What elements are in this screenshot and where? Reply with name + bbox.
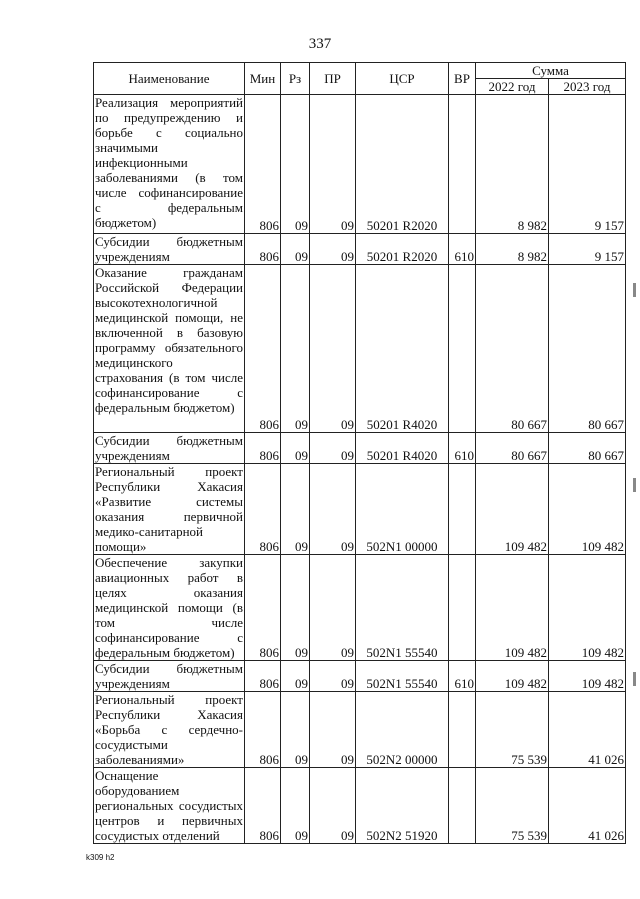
header-name: Наименование [94, 63, 245, 95]
row-name: Региональный проект Республики Хакасия «Борьба с сердечно-сосудистыми заболеваниями» [95, 692, 243, 767]
row-min: 806 [245, 265, 281, 433]
row-csr: 502N2 51920 [356, 768, 449, 844]
row-min: 806 [245, 692, 281, 768]
row-name: Обеспечение закупки авиационных работ в целях оказания медицинской помощи (в том числе софинансирование с федеральным бюджетом) [95, 555, 243, 660]
row-rz: 09 [281, 95, 310, 234]
row-min: 806 [245, 768, 281, 844]
row-sum-2022: 80 667 [476, 265, 549, 433]
row-sum-2023: 41 026 [549, 692, 626, 768]
row-name: Субсидии бюджетным учреждениям [95, 433, 243, 463]
row-name: Оснащение оборудованием региональных сосудистых центров и первичных сосудистых отделений [95, 768, 243, 843]
row-sum-2023: 9 157 [549, 95, 626, 234]
row-vr: 610 [449, 661, 476, 692]
row-csr: 502N1 00000 [356, 464, 449, 555]
row-rz: 09 [281, 661, 310, 692]
row-pr: 09 [310, 433, 356, 464]
table-row [94, 95, 626, 234]
row-name: Региональный проект Республики Хакасия «Развитие системы оказания первичной медико-санитарной помощи» [95, 464, 243, 554]
row-sum-2023: 109 482 [549, 555, 626, 661]
row-pr: 09 [310, 95, 356, 234]
row-csr: 502N2 00000 [356, 692, 449, 768]
row-vr: 610 [449, 234, 476, 265]
row-sum-2023: 109 482 [549, 464, 626, 555]
row-rz: 09 [281, 464, 310, 555]
footer-code: k309 h2 [86, 853, 115, 862]
header-csr: ЦСР [356, 63, 449, 95]
header-pr: ПР [310, 63, 356, 95]
row-vr [449, 464, 476, 555]
row-min: 806 [245, 433, 281, 464]
row-pr: 09 [310, 555, 356, 661]
budget-table [93, 62, 626, 844]
table-row [94, 265, 626, 433]
row-sum-2022: 80 667 [476, 433, 549, 464]
row-sum-2022: 109 482 [476, 464, 549, 555]
table-row [94, 555, 626, 661]
header-sum: Сумма [476, 63, 626, 79]
row-sum-2023: 41 026 [549, 768, 626, 844]
table-row [94, 234, 626, 265]
row-name: Оказание гражданам Российской Федерации высокотехнологичной медицинской помощи, не включенной в базовую программу обязательного медицинского страхования (в том числе софинансирование с федеральным бюджетом) [94, 265, 245, 433]
row-min: 806 [245, 234, 281, 265]
table-row [94, 768, 626, 844]
table-row [94, 661, 626, 692]
row-rz: 09 [281, 555, 310, 661]
row-name: Реализация мероприятий по предупреждению и борьбе с социально значимыми инфекционными заболеваниями (в том числе софинансирование с федеральным бюджетом) [94, 95, 245, 234]
row-sum-2022: 109 482 [476, 555, 549, 661]
row-vr [449, 692, 476, 768]
header-min: Мин [245, 63, 281, 95]
row-min: 806 [245, 464, 281, 555]
row-sum-2022: 109 482 [476, 661, 549, 692]
row-vr [449, 95, 476, 234]
row-name: Субсидии бюджетным учреждениям [95, 661, 243, 691]
row-sum-2023: 80 667 [549, 433, 626, 464]
row-name: Субсидии бюджетным учреждениям [95, 234, 243, 264]
row-sum-2023: 109 482 [549, 661, 626, 692]
table-row [94, 692, 626, 768]
row-vr [449, 555, 476, 661]
row-pr: 09 [310, 234, 356, 265]
row-csr: 50201 R2020 [356, 95, 449, 234]
table-row [94, 433, 626, 464]
row-min: 806 [245, 95, 281, 234]
row-csr: 50201 R4020 [356, 433, 449, 464]
row-sum-2023: 80 667 [549, 265, 626, 433]
row-sum-2022: 8 982 [476, 234, 549, 265]
row-rz: 09 [281, 265, 310, 433]
row-rz: 09 [281, 433, 310, 464]
row-vr: 610 [449, 433, 476, 464]
row-sum-2022: 8 982 [476, 95, 549, 234]
row-min: 806 [245, 661, 281, 692]
row-csr: 50201 R4020 [356, 265, 449, 433]
row-vr [449, 768, 476, 844]
row-csr: 502N1 55540 [356, 555, 449, 661]
header-year-2022: 2022 год [476, 79, 549, 95]
row-min: 806 [245, 555, 281, 661]
row-sum-2022: 75 539 [476, 692, 549, 768]
scan-edge-mark [633, 283, 636, 297]
page-number: 337 [308, 36, 332, 52]
row-csr: 502N1 55540 [356, 661, 449, 692]
row-rz: 09 [281, 768, 310, 844]
row-sum-2022: 75 539 [476, 768, 549, 844]
row-pr: 09 [310, 464, 356, 555]
scan-edge-mark [633, 672, 636, 686]
row-sum-2023: 9 157 [549, 234, 626, 265]
header-rz: Рз [281, 63, 310, 95]
row-rz: 09 [281, 692, 310, 768]
header-vr: ВР [449, 63, 476, 95]
row-pr: 09 [310, 661, 356, 692]
row-pr: 09 [310, 692, 356, 768]
row-csr: 50201 R2020 [356, 234, 449, 265]
row-vr [449, 265, 476, 433]
row-pr: 09 [310, 265, 356, 433]
row-pr: 09 [310, 768, 356, 844]
row-rz: 09 [281, 234, 310, 265]
scan-edge-mark [633, 478, 636, 492]
header-year-2023: 2023 год [549, 79, 626, 95]
table-row [94, 464, 626, 555]
